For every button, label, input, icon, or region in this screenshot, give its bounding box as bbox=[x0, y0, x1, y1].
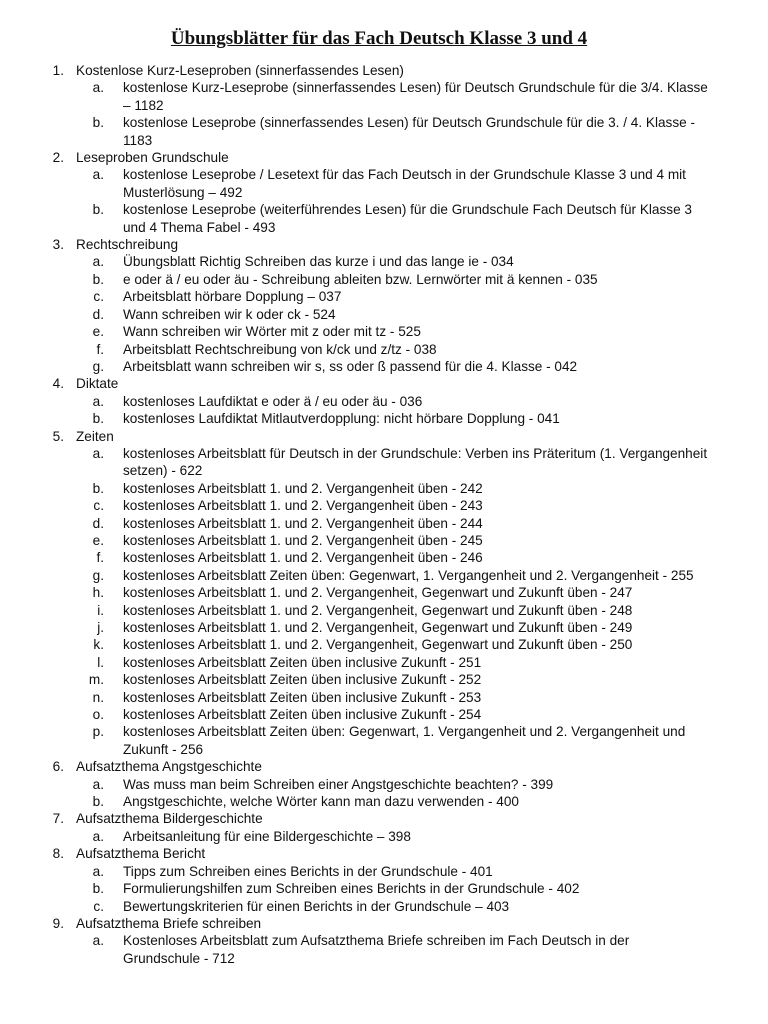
worksheet-letter: o. bbox=[92, 707, 104, 723]
worksheet-letter: e. bbox=[92, 324, 104, 340]
worksheet-item bbox=[76, 880, 708, 897]
worksheet-text: Wann schreiben wir Wörter mit z oder mit tz - 525 bbox=[123, 324, 421, 340]
section-title: Zeiten bbox=[76, 428, 114, 444]
worksheet-item bbox=[76, 410, 708, 427]
worksheet-item bbox=[76, 602, 708, 619]
worksheet-text: kostenloses Arbeitsblatt Zeiten üben: Gegenwart, 1. Vergangenheit und 2. Vergangenheit - 255 bbox=[123, 567, 694, 583]
worksheet-text: kostenlose Leseprobe / Lesetext für das Fach Deutsch in der Grundschule Klasse 3 und 4 mit Musterlösung – 492 bbox=[123, 167, 686, 200]
worksheet-letter: a. bbox=[92, 393, 104, 409]
worksheet-list bbox=[76, 393, 708, 428]
worksheet-letter: k. bbox=[93, 637, 104, 653]
worksheet-letter: i. bbox=[97, 602, 104, 618]
worksheet-text: Wann schreiben wir k oder ck - 524 bbox=[123, 306, 336, 322]
worksheet-letter: j. bbox=[97, 620, 104, 635]
worksheet-item bbox=[76, 567, 708, 584]
worksheet-text: kostenlose Leseprobe (weiterführendes Lesen) für die Grundschule Fach Deutsch für Klasse 3 und 4 Thema Fabel - 493 bbox=[123, 202, 692, 235]
worksheet-text: kostenloses Arbeitsblatt 1. und 2. Vergangenheit, Gegenwart und Zukunft üben - 249 bbox=[123, 620, 633, 635]
worksheet-item bbox=[76, 776, 708, 793]
worksheet-text: kostenloses Arbeitsblatt 1. und 2. Vergangenheit üben - 246 bbox=[123, 550, 483, 566]
worksheet-letter: a. bbox=[92, 167, 104, 183]
worksheet-item bbox=[76, 515, 708, 532]
worksheet-letter: a. bbox=[92, 863, 104, 879]
worksheet-list bbox=[76, 166, 708, 236]
worksheet-item bbox=[76, 288, 708, 305]
worksheet-text: kostenloses Arbeitsblatt für Deutsch in der Grundschule: Verben ins Präteritum (1. Vergangenheit setzen) - 622 bbox=[123, 445, 708, 479]
worksheet-text: Bewertungskriterien für einen Berichts in der Grundschule – 403 bbox=[123, 898, 510, 914]
worksheet-letter: c. bbox=[93, 498, 104, 514]
worksheet-item bbox=[76, 393, 708, 410]
section-item bbox=[40, 428, 708, 759]
section-number: 9. bbox=[52, 915, 64, 931]
worksheet-item bbox=[76, 166, 708, 201]
worksheet-text: kostenloses Arbeitsblatt 1. und 2. Vergangenheit, Gegenwart und Zukunft üben - 248 bbox=[123, 602, 633, 618]
worksheet-letter: a. bbox=[92, 933, 104, 949]
worksheet-letter: a. bbox=[92, 828, 104, 844]
section-title: Rechtschreibung bbox=[76, 237, 179, 253]
worksheet-item bbox=[76, 271, 708, 288]
worksheet-letter: f. bbox=[96, 550, 104, 566]
worksheet-item bbox=[76, 323, 708, 340]
worksheet-letter: m. bbox=[88, 672, 104, 688]
worksheet-letter: a. bbox=[92, 254, 104, 270]
worksheet-item bbox=[76, 549, 708, 566]
section-item bbox=[40, 375, 708, 427]
worksheet-list bbox=[76, 863, 708, 915]
worksheet-item bbox=[76, 619, 708, 636]
worksheet-text: Formulierungshilfen zum Schreiben eines Berichts in der Grundschule - 402 bbox=[123, 881, 580, 897]
worksheet-letter: g. bbox=[92, 358, 104, 374]
worksheet-letter: b. bbox=[92, 115, 104, 131]
worksheet-letter: h. bbox=[92, 585, 104, 601]
worksheet-item bbox=[76, 445, 708, 480]
worksheet-text: kostenloses Arbeitsblatt 1. und 2. Vergangenheit, Gegenwart und Zukunft üben - 250 bbox=[123, 637, 633, 653]
section-item bbox=[40, 758, 708, 810]
worksheet-letter: b. bbox=[92, 271, 104, 287]
worksheet-letter: a. bbox=[92, 776, 104, 792]
worksheet-item bbox=[76, 898, 708, 915]
section-title: Kostenlose Kurz-Leseproben (sinnerfassendes Lesen) bbox=[76, 63, 404, 78]
section-item bbox=[40, 810, 708, 845]
section-number: 7. bbox=[52, 811, 64, 827]
worksheet-text: Arbeitsanleitung für eine Bildergeschichte – 398 bbox=[123, 828, 411, 844]
section-title: Leseproben Grundschule bbox=[76, 150, 229, 166]
section-item bbox=[40, 845, 708, 915]
worksheet-item bbox=[76, 584, 708, 601]
worksheet-text: Arbeitsblatt Rechtschreibung von k/ck und z/tz - 038 bbox=[123, 341, 437, 357]
worksheet-text: kostenloses Arbeitsblatt Zeiten üben inclusive Zukunft - 254 bbox=[123, 707, 482, 723]
worksheet-item bbox=[76, 201, 708, 236]
worksheet-item bbox=[76, 723, 708, 758]
section-item bbox=[40, 915, 708, 967]
worksheet-text: Übungsblatt Richtig Schreiben das kurze i und das lange ie - 034 bbox=[123, 254, 514, 270]
worksheet-text: Angstgeschichte, welche Wörter kann man dazu verwenden - 400 bbox=[123, 794, 519, 810]
worksheet-letter: e. bbox=[92, 532, 104, 548]
worksheet-text: kostenloses Arbeitsblatt 1. und 2. Vergangenheit üben - 244 bbox=[123, 515, 483, 531]
section-item bbox=[40, 149, 708, 236]
worksheet-item bbox=[76, 358, 708, 375]
worksheet-item bbox=[76, 341, 708, 358]
worksheet-item bbox=[76, 706, 708, 723]
worksheet-item bbox=[76, 932, 708, 967]
worksheet-letter: b. bbox=[92, 411, 104, 427]
worksheet-letter: f. bbox=[96, 341, 104, 357]
worksheet-list bbox=[76, 445, 708, 758]
worksheet-text: e oder ä / eu oder äu - Schreibung ableiten bzw. Lernwörter mit ä kennen - 035 bbox=[123, 271, 598, 287]
worksheet-list bbox=[76, 932, 708, 967]
worksheet-letter: b. bbox=[92, 881, 104, 897]
worksheet-item bbox=[76, 636, 708, 653]
worksheet-text: kostenlose Kurz-Leseprobe (sinnerfassendes Lesen) für Deutsch Grundschule für die 3/4. Klasse – 1182 bbox=[123, 80, 708, 113]
worksheet-text: Was muss man beim Schreiben einer Angstgeschichte beachten? - 399 bbox=[123, 776, 554, 792]
worksheet-text: kostenloses Laufdiktat Mitlautverdopplung: nicht hörbare Dopplung - 041 bbox=[123, 411, 560, 427]
worksheet-text: kostenloses Arbeitsblatt 1. und 2. Vergangenheit üben - 242 bbox=[123, 480, 483, 496]
worksheet-text: kostenloses Arbeitsblatt Zeiten üben: Gegenwart, 1. Vergangenheit und 2. Vergangenheit und Zukunft - 256 bbox=[123, 724, 686, 757]
worksheet-item bbox=[76, 114, 708, 149]
worksheet-item bbox=[76, 306, 708, 323]
worksheet-letter: a. bbox=[92, 80, 104, 96]
worksheet-text: Arbeitsblatt wann schreiben wir s, ss oder ß passend für die 4. Klasse - 042 bbox=[123, 358, 578, 374]
worksheet-item bbox=[76, 480, 708, 497]
worksheet-letter: b. bbox=[92, 480, 104, 496]
section-number: 2. bbox=[52, 150, 64, 166]
section-item bbox=[40, 62, 708, 149]
worksheet-item bbox=[76, 79, 708, 114]
section-number: 4. bbox=[52, 376, 64, 392]
worksheet-text: Arbeitsblatt hörbare Dopplung – 037 bbox=[123, 289, 342, 305]
worksheet-letter: b. bbox=[92, 794, 104, 810]
worksheet-letter: d. bbox=[92, 306, 104, 322]
worksheet-letter: n. bbox=[92, 689, 104, 705]
worksheet-item bbox=[76, 532, 708, 549]
section-number: 8. bbox=[52, 846, 64, 862]
worksheet-item bbox=[76, 671, 708, 688]
worksheet-item bbox=[76, 253, 708, 270]
worksheet-letter: b. bbox=[92, 202, 104, 218]
worksheet-text: kostenloses Arbeitsblatt 1. und 2. Vergangenheit, Gegenwart und Zukunft üben - 247 bbox=[123, 585, 633, 601]
section-number: 3. bbox=[52, 237, 64, 253]
worksheet-item bbox=[76, 654, 708, 671]
worksheet-letter: g. bbox=[92, 567, 104, 583]
section-title: Diktate bbox=[76, 376, 119, 392]
worksheet-text: kostenloses Laufdiktat e oder ä / eu oder äu - 036 bbox=[123, 393, 423, 409]
worksheet-letter: c. bbox=[93, 289, 104, 305]
section-number: 5. bbox=[52, 428, 64, 444]
section-title: Aufsatzthema Bericht bbox=[76, 846, 206, 862]
worksheet-list bbox=[76, 253, 708, 375]
worksheet-text: kostenloses Arbeitsblatt Zeiten üben inclusive Zukunft - 251 bbox=[123, 654, 482, 670]
worksheet-item bbox=[76, 689, 708, 706]
worksheet-text: kostenloses Arbeitsblatt 1. und 2. Vergangenheit üben - 245 bbox=[123, 532, 483, 548]
worksheet-letter: d. bbox=[92, 515, 104, 531]
worksheet-text: Tipps zum Schreiben eines Berichts in der Grundschule - 401 bbox=[123, 863, 493, 879]
worksheet-letter: l. bbox=[97, 654, 104, 670]
worksheet-list bbox=[76, 828, 708, 845]
worksheet-item bbox=[76, 828, 708, 845]
document-title: Übungsblätter für das Fach Deutsch Klasse 3 und 4 bbox=[170, 28, 588, 49]
section-number: 1. bbox=[52, 63, 64, 78]
section-list bbox=[40, 62, 708, 967]
worksheet-text: kostenloses Arbeitsblatt 1. und 2. Vergangenheit üben - 243 bbox=[123, 498, 483, 514]
worksheet-list bbox=[76, 776, 708, 811]
section-number: 6. bbox=[52, 759, 64, 775]
worksheet-item bbox=[76, 863, 708, 880]
section-title: Aufsatzthema Briefe schreiben bbox=[76, 915, 262, 931]
worksheet-letter: c. bbox=[93, 898, 104, 914]
worksheet-text: Kostenloses Arbeitsblatt zum Aufsatzthema Briefe schreiben im Fach Deutsch in der Grundschule - 712 bbox=[123, 933, 630, 966]
section-title: Aufsatzthema Bildergeschichte bbox=[76, 811, 263, 827]
worksheet-list bbox=[76, 79, 708, 149]
worksheet-item bbox=[76, 793, 708, 810]
section-title: Aufsatzthema Angstgeschichte bbox=[76, 759, 262, 775]
worksheet-text: kostenloses Arbeitsblatt Zeiten üben inclusive Zukunft - 252 bbox=[123, 672, 482, 688]
worksheet-item bbox=[76, 497, 708, 514]
worksheet-text: kostenloses Arbeitsblatt Zeiten üben inclusive Zukunft - 253 bbox=[123, 689, 482, 705]
worksheet-letter: p. bbox=[92, 724, 104, 740]
worksheet-text: kostenlose Leseprobe (sinnerfassendes Lesen) für Deutsch Grundschule für die 3. / 4. Klasse - 1183 bbox=[123, 115, 696, 148]
section-item bbox=[40, 236, 708, 375]
worksheet-letter: a. bbox=[92, 445, 104, 461]
